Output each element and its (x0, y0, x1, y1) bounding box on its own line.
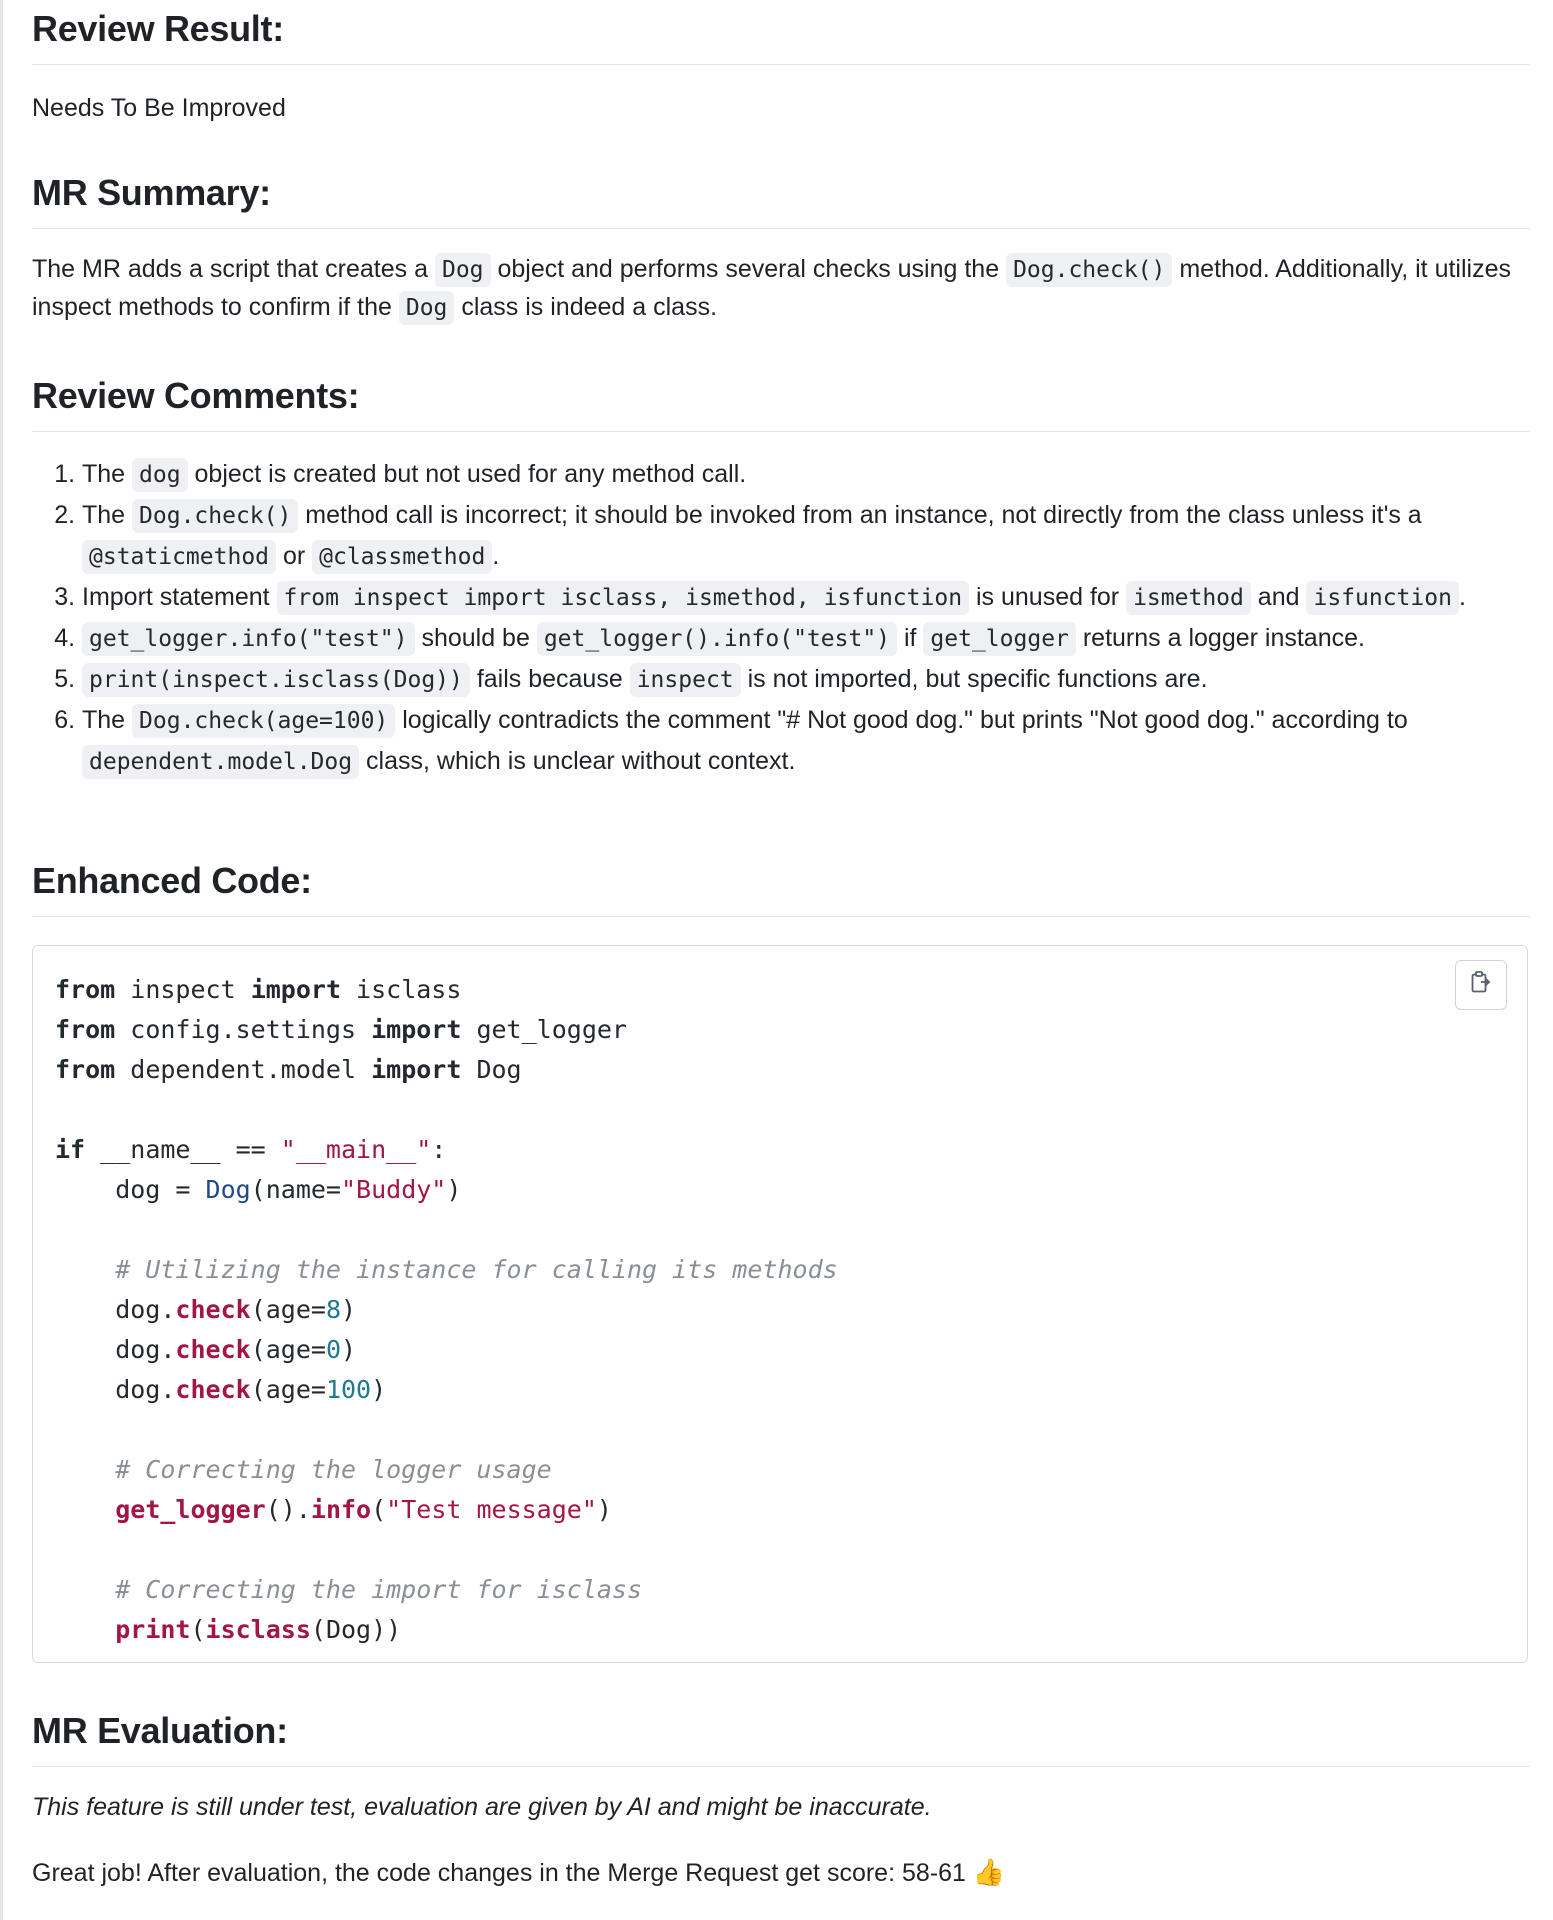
summary-text-part: The MR adds a script that creates a (32, 255, 435, 283)
inline-code: isfunction (1306, 581, 1458, 615)
code-block (32, 945, 1528, 1663)
code-token: check (175, 1335, 251, 1364)
code-token: dog. (55, 1375, 176, 1404)
comment-text: and (1250, 583, 1307, 611)
thumbs-up-icon: 👍 (972, 1857, 1006, 1887)
code-token: import (250, 975, 341, 1004)
comment-text: if (897, 624, 924, 652)
code-content (55, 970, 838, 1650)
code-token: get_logger (461, 1015, 627, 1044)
comment-item (82, 454, 1530, 495)
code-token: ( (371, 1495, 387, 1524)
code-token: Dog (205, 1175, 251, 1204)
code-token: ) (371, 1375, 387, 1404)
code-token: ) (341, 1295, 357, 1324)
comment-text: fails because (469, 665, 630, 693)
comment-text: The (82, 706, 133, 734)
inline-code: Dog.check(age=100) (132, 704, 395, 738)
code-token (55, 1615, 115, 1644)
inline-code: get_logger.info("test") (82, 622, 415, 656)
inline-code: Dog (435, 253, 491, 287)
code-token (55, 1495, 115, 1524)
summary-text-part: class is indeed a class. (454, 293, 718, 321)
inline-code: ismethod (1126, 581, 1251, 615)
enhanced-code-heading: Enhanced Code: (32, 860, 1530, 917)
inline-code: dependent.model.Dog (82, 745, 359, 779)
code-token: (name= (250, 1175, 341, 1204)
code-token: "Test message" (386, 1495, 597, 1524)
code-token: 8 (325, 1295, 342, 1324)
clipboard-icon (1469, 970, 1493, 1001)
code-token: : (431, 1135, 447, 1164)
evaluation-note: This feature is still under test, evaluation are given by AI and might be inaccurate. (32, 1793, 932, 1821)
code-token: Dog (461, 1055, 522, 1084)
code-comment: # Correcting the import for isclass (55, 1575, 642, 1604)
code-token: from (55, 1055, 116, 1084)
review-comments-section (32, 375, 1530, 782)
inline-code: inspect (630, 663, 741, 697)
inline-code: Dog.check() (1006, 253, 1172, 287)
code-token: print (115, 1615, 191, 1644)
code-token: dog = (55, 1175, 206, 1204)
code-token: "__main__" (280, 1135, 432, 1164)
code-token: ) (596, 1495, 612, 1524)
code-token: get_logger (115, 1495, 266, 1524)
comment-text: object is created but not used for any method call. (187, 460, 747, 488)
code-comment: # Utilizing the instance for calling its methods (55, 1255, 838, 1284)
inline-code: Dog.check() (132, 499, 298, 533)
copy-code-button[interactable] (1455, 960, 1507, 1010)
mr-summary-text (32, 251, 1530, 327)
inline-code: print(inspect.isclass(Dog)) (82, 663, 470, 697)
review-result-value: Needs To Be Improved (32, 94, 286, 122)
code-token: from (55, 1015, 116, 1044)
code-token: isclass (205, 1615, 311, 1644)
code-token: ( (190, 1615, 206, 1644)
comment-item (82, 577, 1530, 618)
evaluation-result (32, 1854, 1530, 1892)
summary-text-part: object and performs several checks using the (490, 255, 1007, 283)
code-token: isclass (341, 975, 462, 1004)
code-token: (). (265, 1495, 311, 1524)
code-token: ) (446, 1175, 462, 1204)
comment-text: class, which is unclear without context. (359, 747, 796, 775)
comment-item (82, 495, 1530, 577)
code-token: info (310, 1495, 372, 1524)
inline-code: get_logger (923, 622, 1075, 656)
comment-text: . (1458, 583, 1466, 611)
inline-code: from inspect import isclass, ismethod, isfunction (277, 581, 970, 615)
code-token: check (175, 1375, 251, 1404)
comment-text: is not imported, but specific functions are. (740, 665, 1208, 693)
comment-text: The (82, 460, 133, 488)
code-token: dog. (55, 1295, 176, 1324)
evaluation-score-text: Great job! After evaluation, the code changes in the Merge Request get score: 58-61 (32, 1859, 966, 1887)
comment-item (82, 659, 1530, 700)
code-token: (Dog)) (310, 1615, 402, 1644)
comment-item (82, 618, 1530, 659)
comment-text: . (492, 542, 500, 570)
comment-item (82, 700, 1530, 782)
mr-summary-section (32, 172, 1530, 327)
comment-text: or (276, 542, 313, 570)
code-token: ) (341, 1335, 357, 1364)
summary-text-part: method. Additionally, it utilizes inspect methods to confirm if the (32, 255, 1511, 321)
inline-code: Dog (399, 291, 455, 325)
comment-text: should be (414, 624, 537, 652)
code-token: (age= (250, 1375, 326, 1404)
code-token: check (175, 1295, 251, 1324)
code-token: 0 (325, 1335, 342, 1364)
code-token: from (55, 975, 116, 1004)
comment-text: logically contradicts the comment "# Not good dog." but prints "Not good dog." according to (395, 706, 1408, 734)
inline-code: @staticmethod (82, 540, 276, 574)
comment-text: returns a logger instance. (1075, 624, 1365, 652)
enhanced-code-heading-wrap (32, 860, 1530, 917)
code-token: dog. (55, 1335, 176, 1364)
code-token: config.settings (115, 1015, 372, 1044)
code-token: if (55, 1135, 86, 1164)
comment-text: is unused for (969, 583, 1127, 611)
mr-evaluation-heading: MR Evaluation: (32, 1710, 1530, 1767)
code-token: (age= (250, 1295, 326, 1324)
code-token: "Buddy" (340, 1175, 447, 1204)
comment-text: method call is incorrect; it should be invoked from an instance, not directly from the class unless it's a (298, 501, 1422, 529)
mr-evaluation-section (32, 1710, 1530, 1892)
code-token: inspect (115, 975, 251, 1004)
comment-text: The (82, 501, 133, 529)
code-token: __name__ == (85, 1135, 281, 1164)
review-comments-heading: Review Comments: (32, 375, 1530, 432)
inline-code: dog (132, 458, 188, 492)
mr-summary-heading: MR Summary: (32, 172, 1530, 229)
review-result-section (32, 0, 1530, 127)
code-token: import (371, 1015, 462, 1044)
code-token: dependent.model (115, 1055, 372, 1084)
comment-text: Import statement (82, 583, 277, 611)
code-token: (age= (250, 1335, 326, 1364)
review-comments-list (32, 454, 1530, 782)
review-result-heading: Review Result: (32, 0, 1530, 65)
left-border (0, 0, 3, 1920)
code-comment: # Correcting the logger usage (55, 1455, 552, 1484)
code-token: import (371, 1055, 462, 1084)
code-token: 100 (325, 1375, 372, 1404)
inline-code: get_logger().info("test") (537, 622, 897, 656)
inline-code: @classmethod (312, 540, 492, 574)
